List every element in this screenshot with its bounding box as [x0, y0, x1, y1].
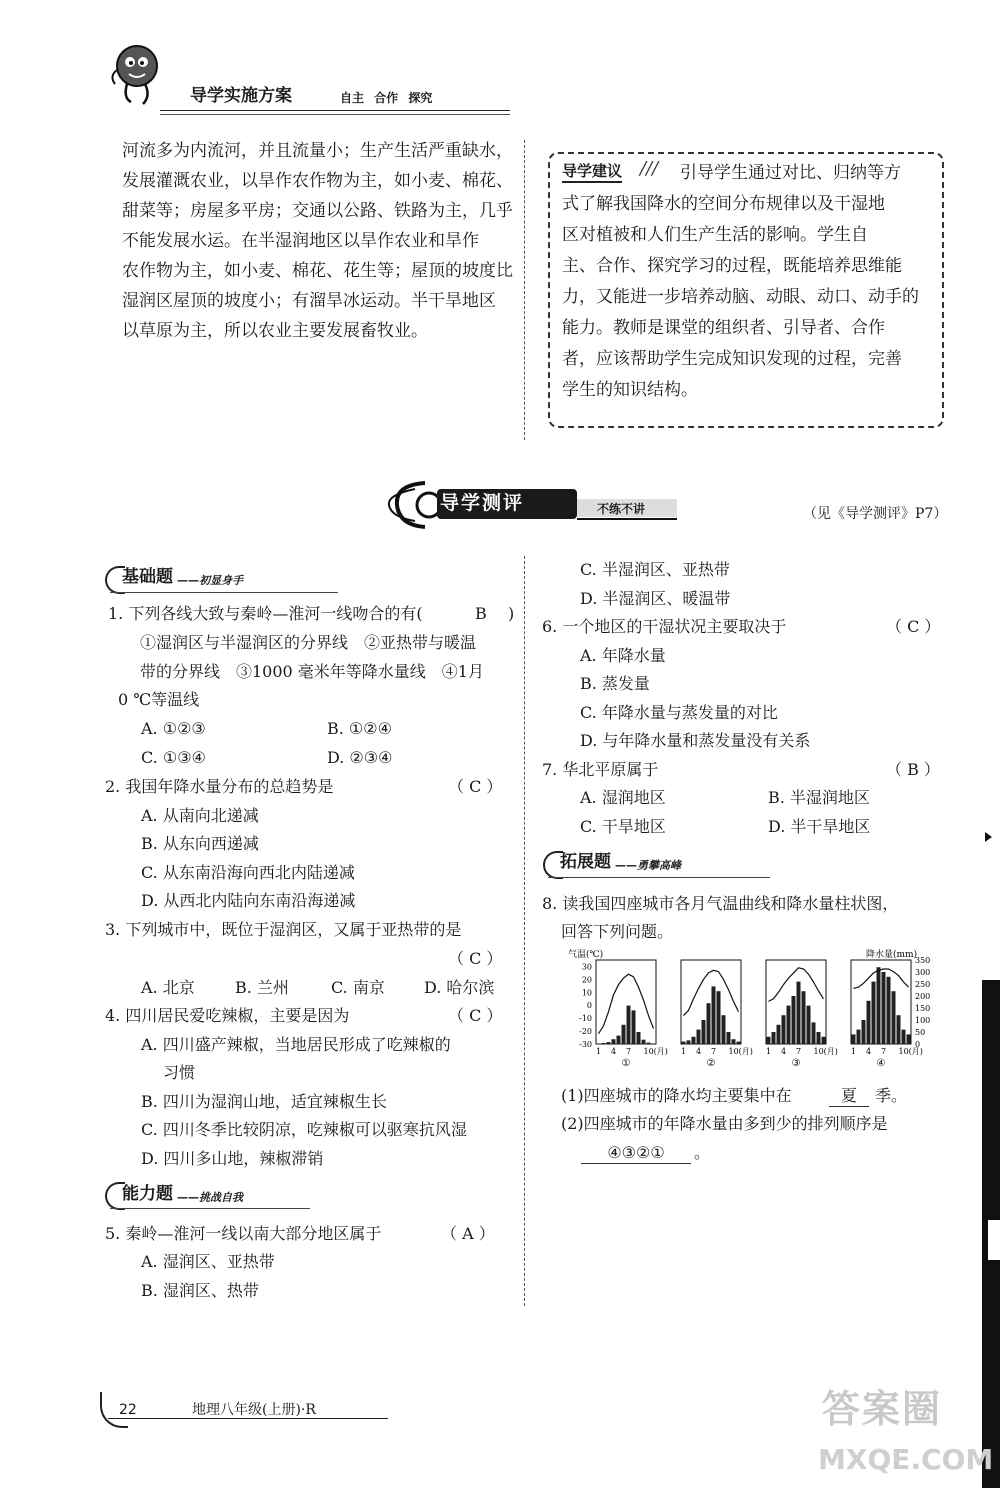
- tick-label-precip: 0: [915, 1040, 921, 1049]
- tick-label-precip: 250: [915, 980, 931, 989]
- header-tags: 自主 合作 探究: [340, 91, 433, 105]
- tick-label-precip: 200: [915, 992, 931, 1001]
- precip-bar: [902, 1030, 906, 1044]
- month-tick: 7: [625, 1047, 632, 1056]
- advice-line: 者，应该帮助学生完成知识发现的过程，完善: [562, 349, 902, 369]
- precip-bar: [852, 1034, 856, 1044]
- option: C. 南京: [331, 978, 385, 997]
- question-8-stem: 8. 读我国四座城市各月气温曲线和降水量柱状图，: [542, 894, 899, 913]
- option: C. 半湿润区、亚热带: [580, 560, 730, 579]
- option: D. 半湿润区、暖温带: [580, 589, 731, 608]
- panel-label: ③: [791, 1058, 801, 1069]
- advice-line: 区对植被和人们生产生活的影响。学生自: [562, 225, 868, 245]
- month-tick: 1: [850, 1047, 857, 1056]
- temperature-line: [684, 970, 739, 1015]
- paragraph-line: 甜菜等；房屋多平房；交通以公路、铁路为主，几乎: [122, 201, 513, 221]
- precip-bar: [737, 1042, 741, 1044]
- option: B. 蒸发量: [580, 674, 650, 693]
- advice-line: 主、合作、探究学习的过程，既能培养思维能: [562, 256, 902, 276]
- precip-bar: [857, 1030, 861, 1044]
- precip-bar: [707, 1003, 711, 1044]
- precip-bar: [637, 1032, 641, 1044]
- question-1-stem: 1. 下列各线大致与秦岭—淮河一线吻合的有(: [108, 604, 423, 623]
- advice-label: 导学建议: [562, 164, 622, 183]
- question-4-stem: 4. 四川居民爱吃辣椒，主要是因为: [105, 1006, 350, 1025]
- climate-chart: [566, 948, 966, 1080]
- option: A. 从南向北递减: [141, 806, 259, 825]
- question-8-sub1-suffix: 季。: [875, 1086, 908, 1105]
- precip-bar: [887, 977, 891, 1044]
- panel-label: ①: [621, 1058, 631, 1069]
- question-8-sub1-prefix: (1)四座城市的降水均主要集中在: [561, 1086, 792, 1105]
- edge-marker-icon: [985, 832, 992, 842]
- question-8-sub2-prefix: (2)四座城市的年降水量由多到少的排列顺序是: [561, 1114, 888, 1133]
- precip-bar: [732, 1039, 736, 1044]
- month-tick: 10(月): [898, 1047, 923, 1056]
- tick-label-temp: -10: [579, 1014, 592, 1024]
- precip-bar: [892, 991, 896, 1044]
- month-tick: 7: [710, 1047, 717, 1056]
- option: D. 从西北内陆向东南沿海递减: [141, 891, 356, 910]
- question-3-stem: 3. 下列城市中，既位于湿润区，又属于亚热带的是: [105, 920, 462, 939]
- precip-bar: [702, 1020, 706, 1044]
- tick-label-precip: 350: [915, 956, 931, 965]
- precip-bar: [607, 1042, 611, 1044]
- tick-label-precip: 100: [915, 1016, 931, 1025]
- banner-title: 导学测评: [440, 492, 525, 514]
- question-8-sub2-answer: ④③②①: [581, 1145, 691, 1164]
- question-6-answer: （ C ）: [886, 617, 941, 636]
- question-8-sub2-suffix: 。: [694, 1143, 711, 1162]
- precip-bar: [632, 1010, 636, 1044]
- month-tick: 10(月): [728, 1047, 753, 1056]
- axis-label-temp: 气温(℃): [568, 950, 604, 960]
- precip-bar: [907, 1034, 911, 1044]
- question-7-stem: 7. 华北平原属于: [542, 760, 659, 779]
- precip-bar: [712, 986, 716, 1044]
- option: 习惯: [163, 1063, 196, 1082]
- precip-bar: [782, 1015, 786, 1044]
- option: B. 半湿润地区: [768, 788, 870, 807]
- option: A. ①②③: [141, 719, 206, 738]
- question-3-answer: （ C ）: [448, 949, 503, 968]
- option: A. 湿润区、亚热带: [141, 1252, 275, 1271]
- option: A. 北京: [141, 978, 195, 997]
- month-tick: 1: [595, 1047, 602, 1056]
- option: A. 四川盛产辣椒，当地居民形成了吃辣椒的: [141, 1035, 451, 1054]
- chart-panel: [681, 960, 741, 1044]
- precip-bar: [862, 1020, 866, 1044]
- question-6-stem: 6. 一个地区的干湿状况主要取决于: [542, 617, 787, 636]
- question-1-close: ): [508, 604, 515, 623]
- axis-label-precip: 降水量(mm): [866, 950, 918, 960]
- option: D. 与年降水量和蒸发量没有关系: [580, 731, 811, 750]
- mascot-logo: [105, 40, 165, 110]
- question-1-line: ①湿润区与半湿润区的分界线 ②亚热带与暖温: [140, 633, 477, 652]
- chart-panel: [766, 960, 826, 1044]
- option: D. ②③④: [327, 748, 393, 767]
- header-title: 导学实施方案: [190, 86, 292, 106]
- panel-label: ②: [706, 1058, 716, 1069]
- month-tick: 7: [880, 1047, 887, 1056]
- question-2-answer: （ C ）: [448, 777, 503, 796]
- precip-bar: [627, 1006, 631, 1044]
- temperature-line: [769, 968, 824, 1002]
- section-title-ability: 能力题: [122, 1184, 173, 1204]
- banner-subtitle: 不练不讲: [597, 502, 646, 516]
- tick-label-precip: 300: [915, 968, 931, 977]
- option: B. 四川为湿润山地，适宜辣椒生长: [141, 1092, 387, 1111]
- paragraph-line: 不能发展水运。在半湿润地区以旱作农业和旱作: [122, 231, 479, 251]
- precip-bar: [792, 996, 796, 1044]
- section-sub-extension: ——勇攀高峰: [615, 859, 681, 872]
- question-5-answer: （ A ）: [441, 1224, 495, 1243]
- option: D. 四川多山地，辣椒滞销: [141, 1149, 324, 1168]
- tick-label-temp: -30: [579, 1040, 592, 1049]
- tick-label-temp: 0: [586, 1001, 592, 1011]
- precip-bar: [797, 982, 801, 1044]
- precip-bar: [867, 1001, 871, 1044]
- precip-bar: [697, 1030, 701, 1044]
- option: B. 从东向西递减: [141, 834, 259, 853]
- advice-line: 学生的知识结构。: [562, 380, 698, 400]
- page-number: 22: [119, 1402, 137, 1418]
- tick-label-temp: -20: [579, 1027, 592, 1037]
- paragraph-line: 河流多为内流河，并且流量小；生产生活严重缺水，: [122, 141, 513, 161]
- month-tick: 4: [610, 1047, 617, 1056]
- section-sub-ability: ——挑战自我: [177, 1191, 243, 1204]
- month-tick: 7: [795, 1047, 802, 1056]
- option: C. 四川冬季比较阴凉，吃辣椒可以驱寒抗风湿: [141, 1120, 467, 1139]
- precip-bar: [807, 1006, 811, 1044]
- temperature-line: [854, 969, 909, 988]
- panel-label: ④: [876, 1058, 886, 1069]
- tick-label-precip: 150: [915, 1004, 931, 1013]
- temperature-line: [599, 974, 654, 1033]
- tick-label-temp: 30: [581, 962, 592, 972]
- precip-bar: [802, 991, 806, 1044]
- precip-bar: [882, 972, 886, 1044]
- month-tick: 1: [765, 1047, 772, 1056]
- question-1-answer: B: [475, 604, 487, 623]
- paragraph-line: 农作物为主，如小麦、棉花、花生等；屋顶的坡度比: [122, 261, 513, 281]
- precip-bar: [767, 1037, 771, 1044]
- month-tick: 10(月): [643, 1047, 668, 1056]
- section-underline: [110, 1208, 310, 1209]
- option: B. 湿润区、热带: [141, 1281, 259, 1300]
- option: B. 兰州: [235, 978, 289, 997]
- tick-label-temp: 20: [581, 975, 592, 985]
- section-sub-basic: ——初显身手: [177, 574, 243, 587]
- tick-label-precip: 50: [915, 1028, 926, 1037]
- advice-slashes: ///: [640, 158, 659, 179]
- header-rule-thin: [160, 114, 510, 115]
- question-4-answer: （ C ）: [448, 1006, 503, 1025]
- option: C. 干旱地区: [580, 817, 666, 836]
- precip-bar: [822, 1037, 826, 1044]
- chart-panel: [596, 960, 656, 1044]
- precip-bar: [777, 1025, 781, 1044]
- precip-bar: [787, 1006, 791, 1044]
- precip-bar: [877, 967, 881, 1044]
- question-2-stem: 2. 我国年降水量分布的总趋势是: [105, 777, 334, 796]
- advice-line: 能力。教师是课堂的组织者、引导者、合作: [562, 318, 885, 338]
- banner-reference: （见《导学测评》P7）: [803, 506, 948, 522]
- question-7-answer: （ B ）: [886, 760, 940, 779]
- precip-bar: [647, 1043, 651, 1044]
- page-edge-gap: [988, 1220, 1000, 1260]
- precip-bar: [772, 1032, 776, 1044]
- option: C. 从东南沿海向西北内陆递减: [141, 863, 355, 882]
- column-divider-bottom: [524, 556, 525, 1306]
- option: D. 哈尔滨: [424, 978, 495, 997]
- section-underline: [110, 592, 338, 593]
- paragraph-line: 以草原为主，所以农业主要发展畜牧业。: [122, 321, 428, 341]
- precip-bar: [602, 1043, 606, 1044]
- precip-bar: [682, 1042, 686, 1044]
- precip-bar: [872, 982, 876, 1044]
- header-rule: [160, 110, 510, 111]
- month-tick: 4: [780, 1047, 787, 1056]
- option: C. 年降水量与蒸发量的对比: [580, 703, 778, 722]
- question-1-line: 带的分界线 ③1000 毫米年等降水量线 ④1月: [140, 662, 484, 681]
- option: A. 湿润地区: [580, 788, 666, 807]
- advice-line: 引导学生通过对比、归纳等方: [680, 163, 901, 183]
- precip-bar: [692, 1037, 696, 1044]
- precip-bar: [717, 991, 721, 1044]
- precip-bar: [617, 1036, 621, 1044]
- precip-bar: [722, 1015, 726, 1044]
- footer-rule: [108, 1418, 388, 1419]
- month-tick: 4: [695, 1047, 702, 1056]
- paragraph-line: 湿润区屋顶的坡度小；有溜旱冰运动。半干旱地区: [122, 291, 496, 311]
- option: A. 年降水量: [580, 646, 666, 665]
- tick-label-temp: 10: [581, 988, 592, 998]
- option: C. ①③④: [141, 748, 206, 767]
- question-5-stem: 5. 秦岭—淮河一线以南大部分地区属于: [105, 1224, 382, 1243]
- advice-line: 力，又能进一步培养动脑、动眼、动口、动手的: [562, 287, 919, 307]
- question-8-stem-line: 回答下列问题。: [561, 922, 674, 941]
- section-title-basic: 基础题: [122, 567, 173, 587]
- precip-bar: [897, 1015, 901, 1044]
- footer-book-title: 地理八年级(上册)·R: [192, 1402, 316, 1418]
- question-1-line: 0 ℃等温线: [118, 690, 200, 709]
- precip-bar: [642, 1040, 646, 1044]
- section-title-extension: 拓展题: [560, 852, 611, 872]
- section-underline: [548, 877, 770, 878]
- watermark-logo: 答案圈: [822, 1387, 943, 1431]
- precip-bar: [812, 1022, 816, 1044]
- month-tick: 10(月): [813, 1047, 838, 1056]
- question-8-sub1-answer: 夏: [829, 1088, 869, 1107]
- precip-bar: [687, 1040, 691, 1044]
- precip-bar: [612, 1039, 616, 1044]
- precip-bar: [817, 1032, 821, 1044]
- column-divider-top: [524, 140, 525, 440]
- precip-bar: [727, 1032, 731, 1044]
- precip-bar: [622, 1025, 626, 1044]
- paragraph-line: 发展灌溉农业，以旱作农作物为主，如小麦、棉花、: [122, 171, 513, 191]
- month-tick: 4: [865, 1047, 872, 1056]
- month-tick: 1: [680, 1047, 687, 1056]
- advice-line: 式了解我国降水的空间分布规律以及干湿地: [562, 194, 885, 214]
- option: D. 半干旱地区: [768, 817, 871, 836]
- option: B. ①②④: [327, 719, 392, 738]
- watermark-url: MXQE.COM: [818, 1443, 994, 1476]
